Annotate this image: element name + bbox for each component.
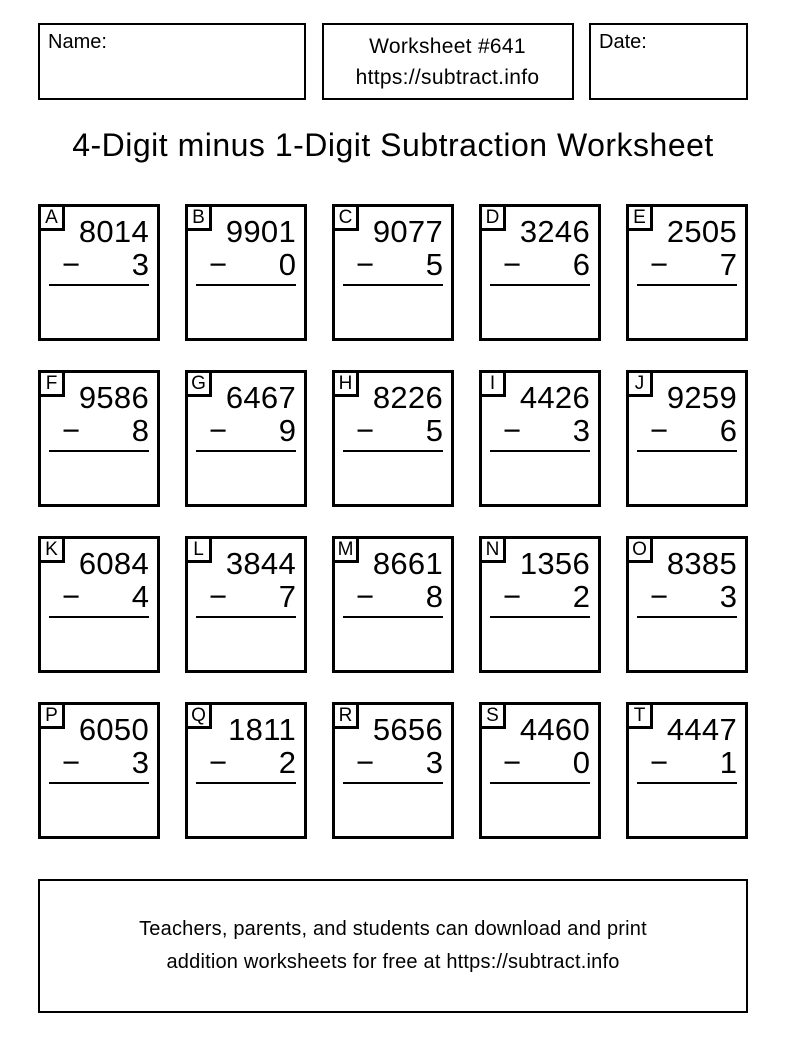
problem-letter: K	[38, 536, 65, 563]
answer-space	[188, 452, 304, 504]
minus-operator-icon: −	[356, 413, 375, 448]
answer-space	[629, 452, 745, 504]
problem-letter: J	[626, 370, 653, 397]
worksheet-site-url: https://subtract.info	[355, 65, 540, 89]
operation-row	[335, 746, 451, 779]
minus-operator-icon: −	[62, 579, 81, 614]
answer-space	[335, 452, 451, 504]
minus-operator-icon: −	[503, 579, 522, 614]
subtrahend: 3	[572, 413, 590, 448]
minuend: 9259	[666, 380, 737, 415]
problem-cell-L	[185, 536, 307, 673]
problem-letter: P	[38, 702, 65, 729]
minus-operator-icon: −	[650, 413, 669, 448]
subtrahend: 1	[719, 745, 737, 780]
problem-letter: D	[479, 204, 506, 231]
date-label: Date:	[599, 31, 647, 53]
minuend: 6084	[78, 546, 149, 581]
answer-space	[41, 286, 157, 338]
minus-operator-icon: −	[209, 745, 228, 780]
problem-cell-N	[479, 536, 601, 673]
problem-cell-H	[332, 370, 454, 507]
problem-letter: N	[479, 536, 506, 563]
minus-operator-icon: −	[62, 745, 81, 780]
minus-operator-icon: −	[650, 247, 669, 282]
operation-row	[482, 248, 598, 281]
name-label: Name:	[48, 31, 107, 53]
answer-space	[41, 452, 157, 504]
minus-operator-icon: −	[356, 579, 375, 614]
minuend: 9586	[78, 380, 149, 415]
minuend: 2505	[666, 214, 737, 249]
minuend: 8385	[666, 546, 737, 581]
operation-row	[188, 580, 304, 613]
subtrahend: 5	[425, 247, 443, 282]
footer-line-2: addition worksheets for free at https://subtract.info	[166, 951, 620, 973]
subtrahend: 4	[131, 579, 149, 614]
operation-row	[482, 580, 598, 613]
operation-row	[629, 580, 745, 613]
minus-operator-icon: −	[209, 413, 228, 448]
problem-cell-S	[479, 702, 601, 839]
subtrahend: 3	[719, 579, 737, 614]
header	[38, 23, 748, 100]
problem-cell-G	[185, 370, 307, 507]
footer-line-1: Teachers, parents, and students can download and print	[139, 918, 647, 940]
answer-space	[482, 784, 598, 836]
minus-operator-icon: −	[356, 247, 375, 282]
problem-cell-F	[38, 370, 160, 507]
page-title: 4-Digit minus 1-Digit Subtraction Worksheet	[72, 127, 714, 163]
problem-cell-T	[626, 702, 748, 839]
problem-cell-P	[38, 702, 160, 839]
subtrahend: 2	[278, 745, 296, 780]
problem-cell-M	[332, 536, 454, 673]
operation-row	[188, 248, 304, 281]
subtrahend: 3	[131, 745, 149, 780]
minuend: 1356	[519, 546, 590, 581]
operation-row	[482, 746, 598, 779]
minus-operator-icon: −	[650, 579, 669, 614]
problem-letter: E	[626, 204, 653, 231]
operation-row	[41, 580, 157, 613]
minus-operator-icon: −	[356, 745, 375, 780]
answer-space	[482, 286, 598, 338]
worksheet-number: Worksheet #641	[369, 34, 526, 58]
problem-cell-E	[626, 204, 748, 341]
answer-space	[41, 618, 157, 670]
operation-row	[188, 746, 304, 779]
minuend: 9901	[225, 214, 296, 249]
answer-space	[629, 784, 745, 836]
minus-operator-icon: −	[650, 745, 669, 780]
problem-letter: S	[479, 702, 506, 729]
minuend: 3844	[225, 546, 296, 581]
operation-row	[335, 248, 451, 281]
problem-cell-K	[38, 536, 160, 673]
problem-cell-D	[479, 204, 601, 341]
problem-letter: I	[479, 370, 506, 397]
minuend: 8014	[78, 214, 149, 249]
problem-letter: R	[332, 702, 359, 729]
minus-operator-icon: −	[503, 745, 522, 780]
answer-space	[188, 618, 304, 670]
subtrahend: 7	[278, 579, 296, 614]
minus-operator-icon: −	[503, 247, 522, 282]
minuend: 9077	[372, 214, 443, 249]
operation-row	[41, 248, 157, 281]
answer-space	[629, 618, 745, 670]
operation-row	[335, 414, 451, 447]
minuend: 3246	[519, 214, 590, 249]
minuend: 8226	[372, 380, 443, 415]
problem-letter: G	[185, 370, 212, 397]
operation-row	[482, 414, 598, 447]
subtrahend: 2	[572, 579, 590, 614]
answer-space	[188, 286, 304, 338]
problem-cell-O	[626, 536, 748, 673]
worksheet-info-box	[322, 23, 574, 100]
subtrahend: 6	[719, 413, 737, 448]
problem-cell-J	[626, 370, 748, 507]
answer-space	[188, 784, 304, 836]
problem-letter: M	[332, 536, 359, 563]
problems-grid	[38, 204, 748, 839]
footer-box	[38, 879, 748, 1013]
subtrahend: 9	[278, 413, 296, 448]
minus-operator-icon: −	[62, 247, 81, 282]
subtrahend: 0	[572, 745, 590, 780]
operation-row	[629, 746, 745, 779]
operation-row	[629, 248, 745, 281]
operation-row	[629, 414, 745, 447]
minuend: 6467	[225, 380, 296, 415]
subtrahend: 6	[572, 247, 590, 282]
problem-cell-R	[332, 702, 454, 839]
answer-space	[629, 286, 745, 338]
minus-operator-icon: −	[503, 413, 522, 448]
problem-letter: A	[38, 204, 65, 231]
operation-row	[188, 414, 304, 447]
problem-letter: C	[332, 204, 359, 231]
problem-cell-I	[479, 370, 601, 507]
minus-operator-icon: −	[209, 247, 228, 282]
operation-row	[41, 746, 157, 779]
minuend: 4426	[519, 380, 590, 415]
subtrahend: 3	[425, 745, 443, 780]
subtrahend: 3	[131, 247, 149, 282]
subtrahend: 8	[425, 579, 443, 614]
name-field-box	[38, 23, 306, 100]
minuend: 1811	[228, 712, 296, 747]
minuend: 8661	[372, 546, 443, 581]
problem-letter: H	[332, 370, 359, 397]
problem-cell-A	[38, 204, 160, 341]
minuend: 6050	[78, 712, 149, 747]
subtrahend: 8	[131, 413, 149, 448]
operation-row	[41, 414, 157, 447]
answer-space	[335, 784, 451, 836]
problem-letter: B	[185, 204, 212, 231]
problem-cell-C	[332, 204, 454, 341]
problem-letter: L	[185, 536, 212, 563]
minus-operator-icon: −	[209, 579, 228, 614]
problem-letter: F	[38, 370, 65, 397]
answer-space	[482, 618, 598, 670]
answer-space	[482, 452, 598, 504]
subtrahend: 5	[425, 413, 443, 448]
minuend: 4460	[519, 712, 590, 747]
answer-space	[335, 286, 451, 338]
worksheet-page	[38, 23, 748, 1013]
minuend: 5656	[372, 712, 443, 747]
operation-row	[335, 580, 451, 613]
answer-space	[335, 618, 451, 670]
problem-letter: T	[626, 702, 653, 729]
problem-cell-Q	[185, 702, 307, 839]
minus-operator-icon: −	[62, 413, 81, 448]
problem-letter: Q	[185, 702, 212, 729]
minuend: 4447	[666, 712, 737, 747]
date-field-box	[589, 23, 748, 100]
problem-letter: O	[626, 536, 653, 563]
problem-cell-B	[185, 204, 307, 341]
subtrahend: 0	[278, 247, 296, 282]
subtrahend: 7	[719, 247, 737, 282]
answer-space	[41, 784, 157, 836]
